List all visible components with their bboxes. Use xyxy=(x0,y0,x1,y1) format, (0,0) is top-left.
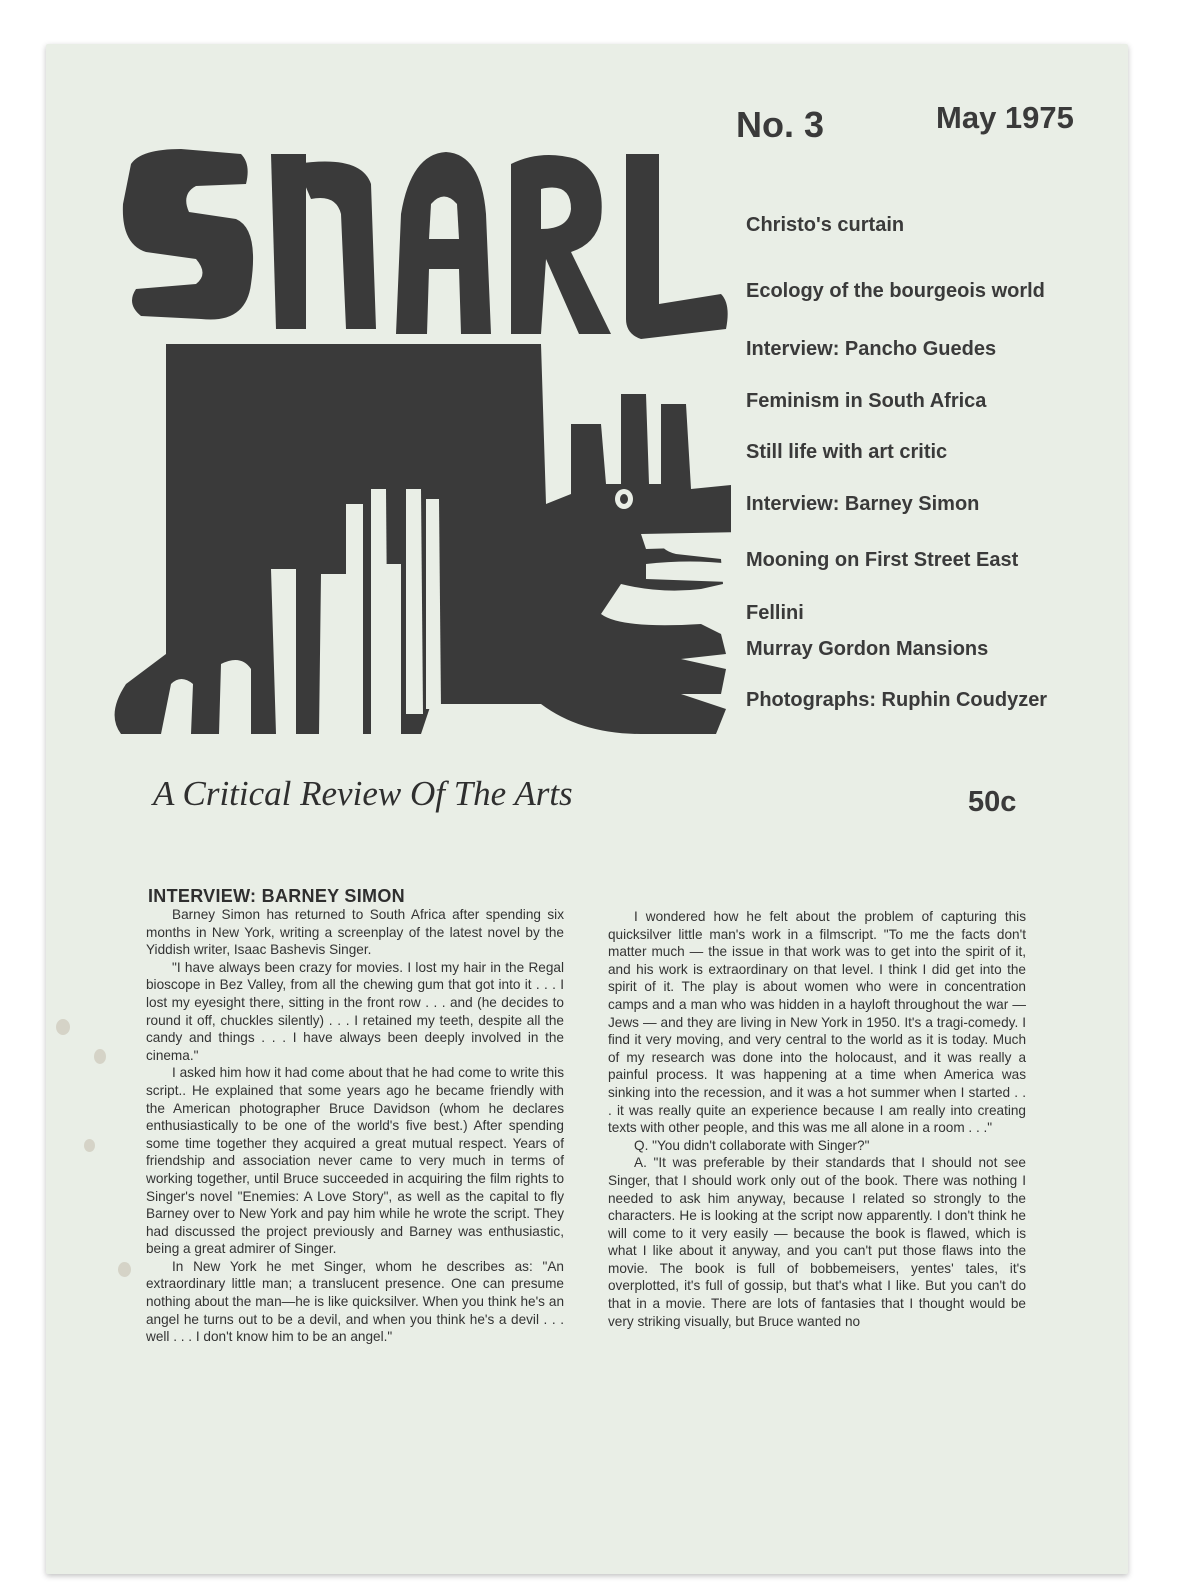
article-column-left xyxy=(146,906,564,1346)
paper-stain xyxy=(84,1139,95,1152)
contents-item: Ecology of the bourgeois world xyxy=(746,280,1045,302)
snarl-logo-artwork xyxy=(115,149,731,734)
paragraph: In New York he met Singer, whom he describes as: "An extraordinary little man; a translucent presence. One can presume nothing about the man—he is like quicksilver. When you think he's an angel he turns out to be a devil, and when you think he's a devil . . . well . . . I don't know him to be an angel." xyxy=(146,1258,564,1345)
paragraph: A. "It was preferable by their standards that I should not see Singer, that I should work only out of the book. There was nothing I needed to ask him anyway, because I related so strongly to the characters. He is looking at the script now apparently. I don't think he will come to it very easily — because the book is flawed, which is what I like about it anyway, and you can't put those flaws into the movie. The book is full of bobbemeisers, yentes' tales, it's overplotted, it's full of gossip, but that's what I like. But you can't do that in a movie. There are lots of fantasies that I thought would be very striking visually, but Bruce wanted no xyxy=(608,1155,1026,1329)
tagline: A Critical Review Of The Arts xyxy=(153,774,573,813)
magazine-cover xyxy=(46,44,1128,1574)
contents-item: Feminism in South Africa xyxy=(746,390,987,412)
contents-item: Fellini xyxy=(746,602,804,624)
paragraph: Barney Simon has returned to South Africa after spending six months in New York, writing a screenplay of the latest novel by the Yiddish writer, Isaac Bashevis Singer. xyxy=(146,907,564,958)
paper-stain xyxy=(118,1262,131,1277)
contents-item: Mooning on First Street East xyxy=(746,549,1019,571)
paragraph: I asked him how it had come about that he had come to write this script.. He explained that some years ago he became friendly with the American photographer Bruce Davidson (whom he declares enthusiastically to be one of the world's five best.) After spending some time together they acquired a great mutual respect. Years of friendship and association never came to very much in terms of working together, until Bruce succeeded in acquiring the film rights to Singer's novel "Enemies: A Love Story", as well as the capital to fly Barney over to New York and pay him while he wrote the script. They had discussed the project previously and Barney was enthusiastic, being a great admirer of Singer. xyxy=(146,1065,564,1257)
paragraph: "I have always been crazy for movies. I lost my hair in the Regal bioscope in Bez Valley, from all the chewing gum that got into it . . . I lost my eyesight there, sitting in the front row . . . and (he decides to round it off, chuckles silently) . . . I retained my teeth, despite all the candy and things . . . I have always been deeply involved in the cinema." xyxy=(146,959,564,1063)
paragraph: I wondered how he felt about the problem of capturing this quicksilver little man's work in a filmscript. "To me the facts don't matter much — the issue in that work was to get into the spirit of it, and his work is extraordinary on that level. I think I did get into the spirit of it. The play is about women who were in concentration camps and a man who was hidden in a hayloft throughout the war — Jews — and they are living in New York in 1950. It's a tragi-comedy. I find it very moving, and very central to the world as it is today. Much of my research was done into the holocaust, and it was really a painful process. It was happening at a time when America was sinking into the recession, and it was a hot summer when I started . . . it was really quite an experience because I am really into creating texts with other people, and this was me all alone in a room . . ." xyxy=(608,909,1026,1136)
article-heading: INTERVIEW: BARNEY SIMON xyxy=(148,886,405,906)
contents-item: Christo's curtain xyxy=(746,214,905,236)
contents-item: Still life with art critic xyxy=(746,441,948,463)
article-column-right xyxy=(608,908,1026,1330)
contents-item: Interview: Barney Simon xyxy=(746,493,980,515)
contents-item: Murray Gordon Mansions xyxy=(746,638,989,660)
contents-item: Interview: Pancho Guedes xyxy=(746,338,997,360)
contents-item: Photographs: Ruphin Coudyzer xyxy=(746,689,1048,711)
paragraph: Q. "You didn't collaborate with Singer?" xyxy=(634,1137,870,1153)
issue-number: No. 3 xyxy=(736,104,825,145)
paper-stain xyxy=(56,1019,70,1035)
paper-stain xyxy=(94,1049,106,1064)
price: 50c xyxy=(968,786,1017,818)
snarl-logo xyxy=(101,94,731,744)
issue-date: May 1975 xyxy=(936,100,1074,135)
